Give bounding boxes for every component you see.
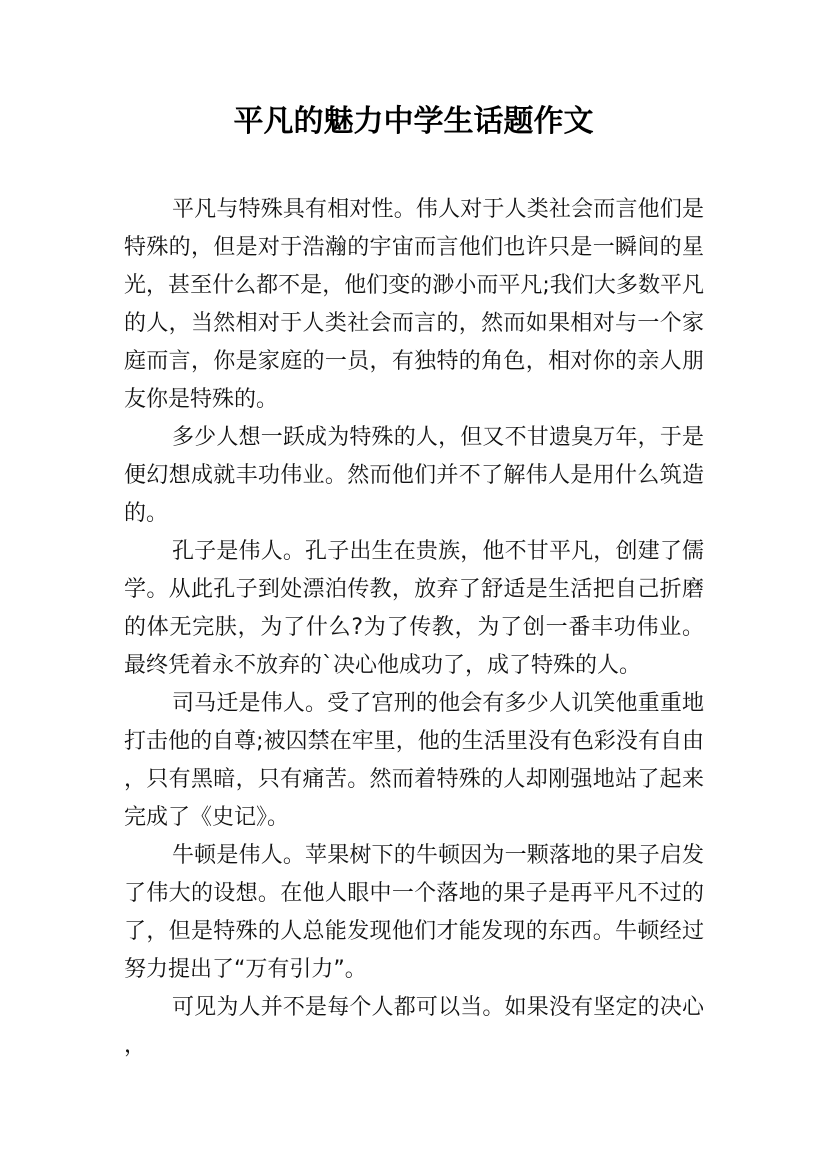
paragraph-3: 孔子是伟人。孔子出生在贵族，他不甘平凡，创建了儒学。从此孔子到处漂泊传教，放弃了舒适是生活把自己折磨的体无完肤，为了什么?为了传教，为了创一番丰功伟业。最终凭着永不放弃的`决心他成功了，成了特殊的人。 [124,539,704,678]
paragraph-1: 平凡与特殊具有相对性。伟人对于人类社会而言他们是特殊的，但是对于浩瀚的宇宙而言他们也许只是一瞬间的星光，甚至什么都不是，他们变的渺小而平凡;我们大多数平凡的人，当然相对于人类社会而言的，然而如果相对与一个家庭而言，你是家庭的一员，有独特的角色，相对你的亲人朋友你是特殊的。 [124,197,704,412]
paragraph-4: 司马迁是伟人。受了宫刑的他会有多少人讥笑他重重地打击他的自尊;被囚禁在牢里，他的生活里没有色彩没有自由，只有黑暗，只有痛苦。然而着特殊的人却刚强地站了起来完成了《史记》。 [124,691,704,830]
paragraph-5: 牛顿是伟人。苹果树下的牛顿因为一颗落地的果子启发了伟大的设想。在他人眼中一个落地的果子是再平凡不过的了，但是特殊的人总能发现他们才能发现的东西。牛顿经过努力提出了“万有引力”。 [124,843,704,982]
document-body [124,191,704,1065]
paragraph-6: 可见为人并不是每个人都可以当。如果没有坚定的决心， [124,995,704,1058]
paragraph-2: 多少人想一跃成为特殊的人，但又不甘遗臭万年，于是便幻想成就丰功伟业。然而他们并不了解伟人是用什么筑造的。 [124,425,704,526]
document-title: 平凡的魅力中学生话题作文 [233,104,594,139]
